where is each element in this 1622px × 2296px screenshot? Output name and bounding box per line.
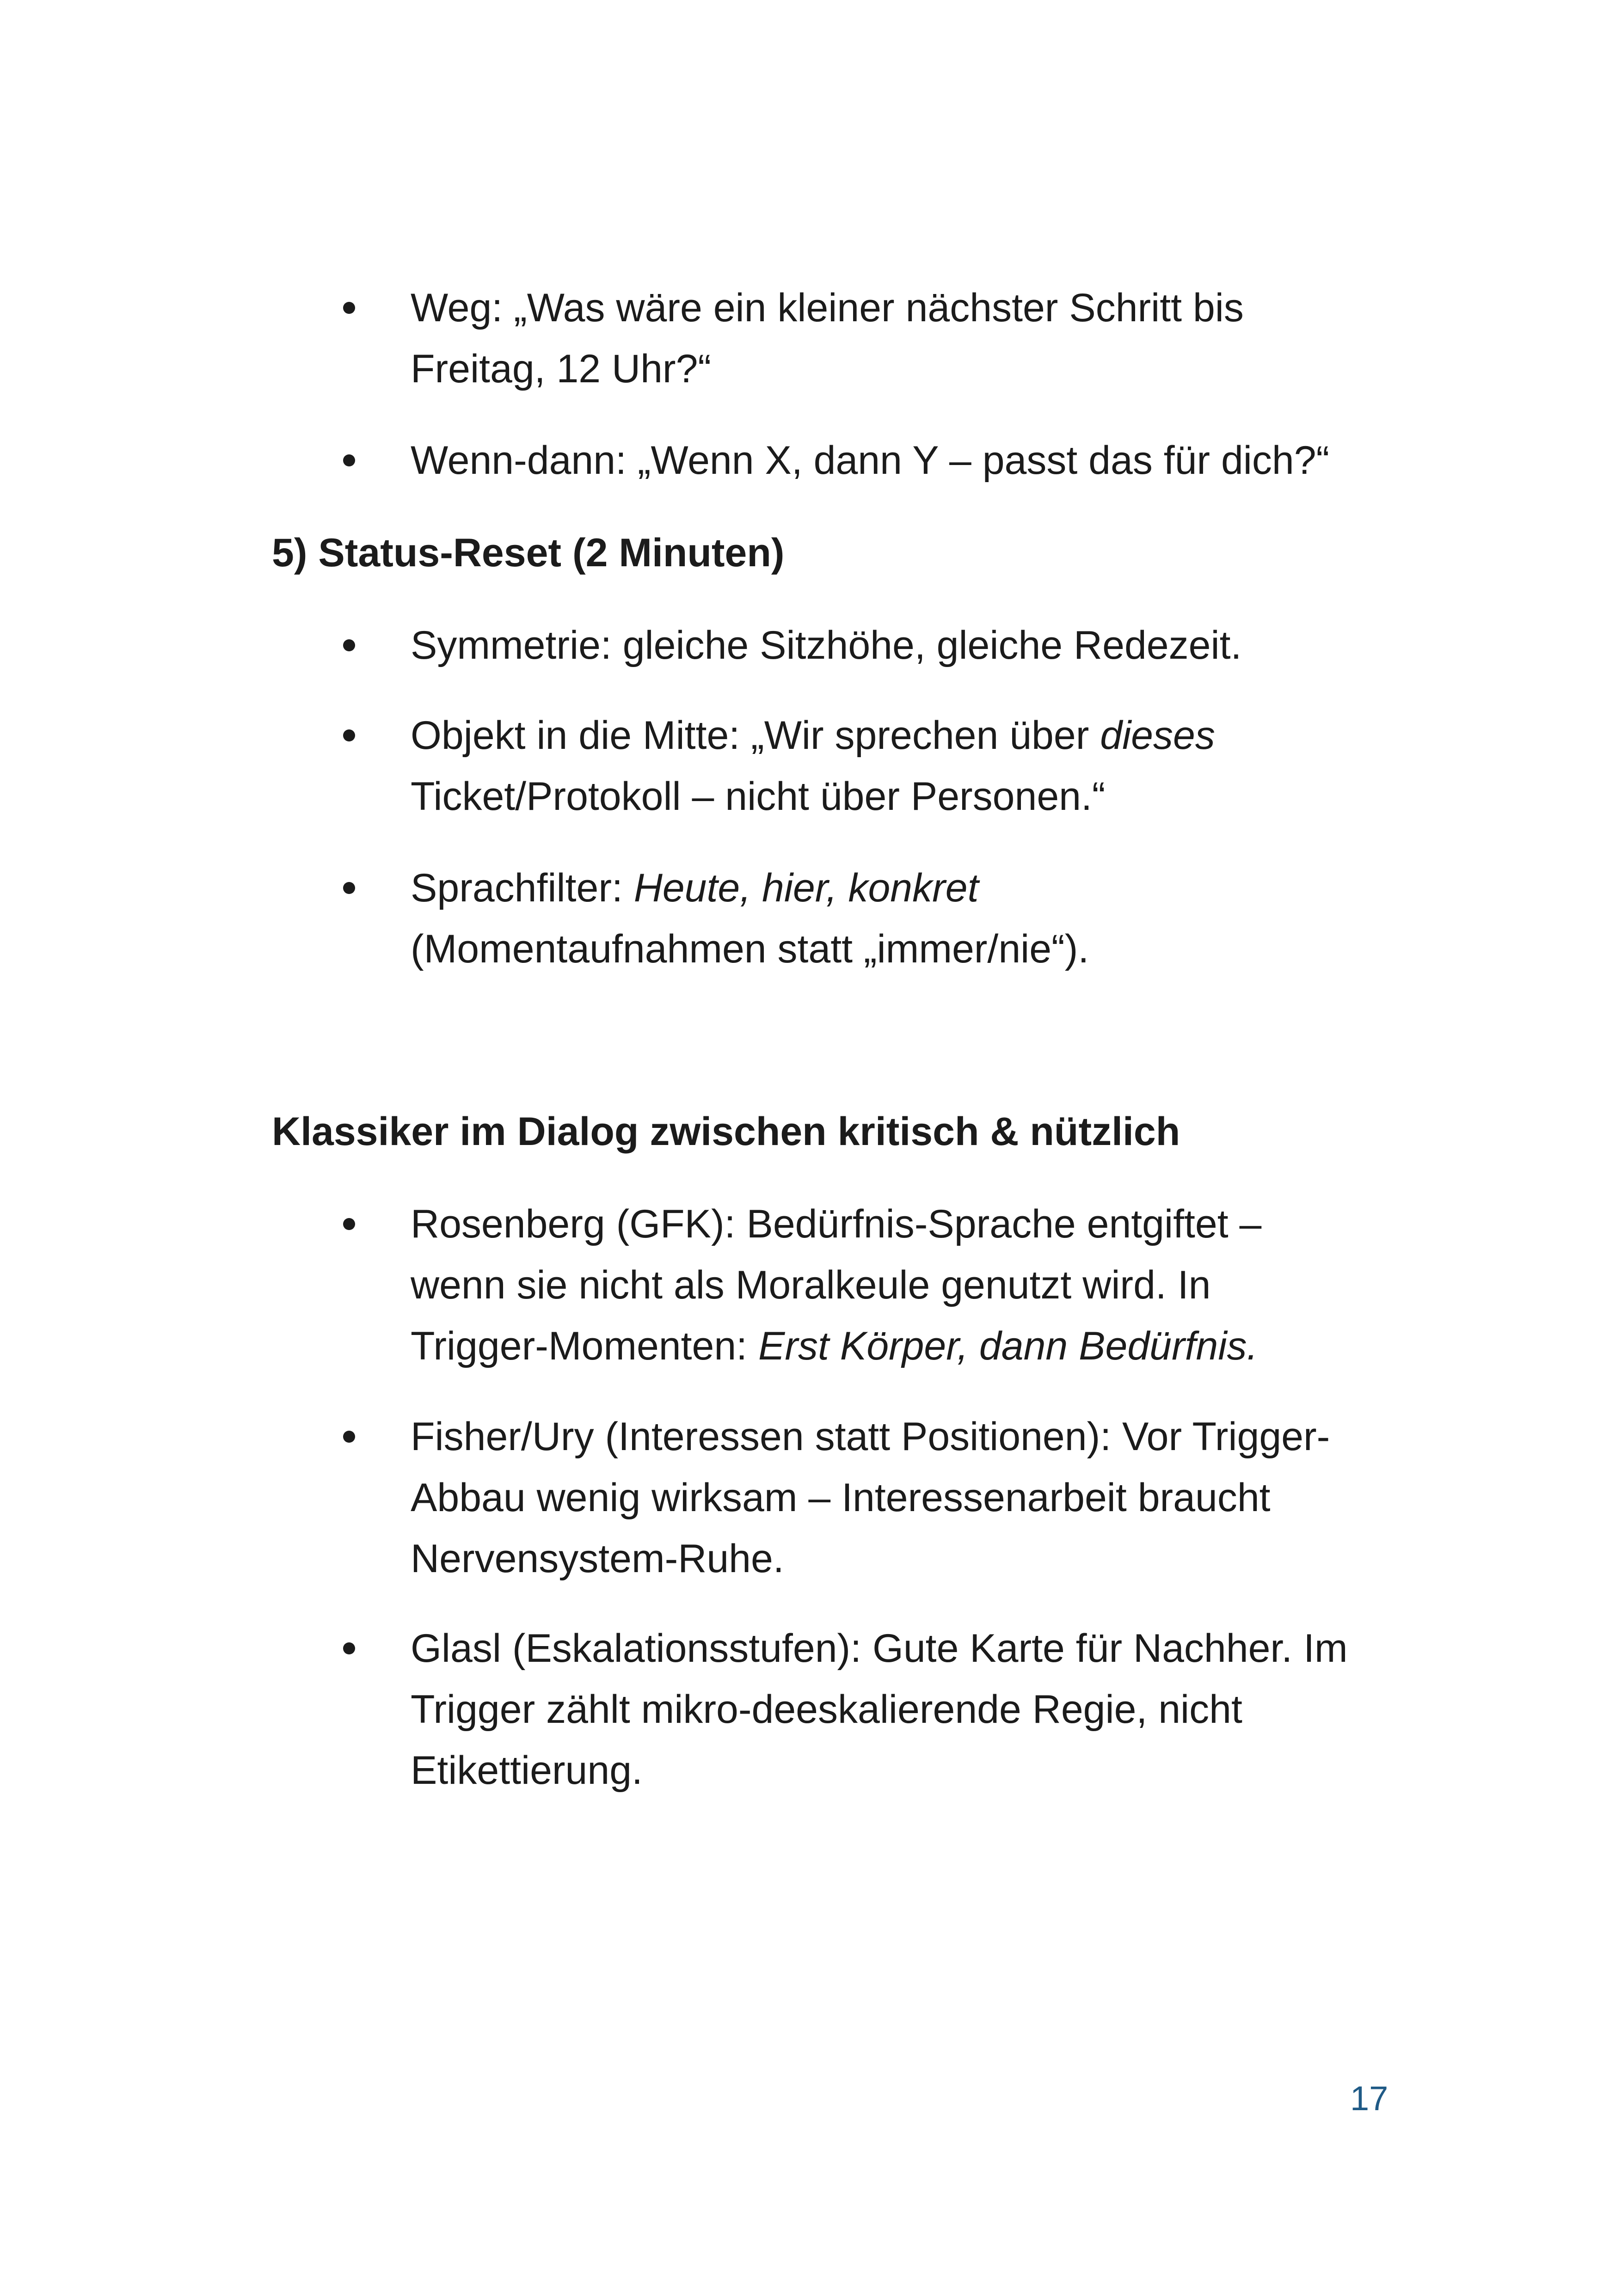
text-line: Etikettierung. [411, 1748, 643, 1793]
text-line: Freitag, 12 Uhr?“ [411, 347, 712, 391]
section-heading-status-reset: 5) Status-Reset (2 Minuten) [272, 531, 785, 575]
emphasis-text: Erst Körper, dann Bedürfnis. [758, 1324, 1258, 1368]
list-item-text [411, 1194, 1446, 1377]
emphasis-text: dieses [1100, 713, 1215, 758]
text-line [411, 1316, 1446, 1377]
text-line: Rosenberg (GFK): Bedürfnis-Sprache entgiftet – [411, 1202, 1262, 1246]
bullet-icon [343, 1218, 355, 1230]
text-line: Glasl (Eskalationsstufen): Gute Karte für Nachher. Im [411, 1626, 1348, 1671]
text-line: Ticket/Protokoll – nicht über Personen.“ [411, 774, 1106, 819]
text-line: Symmetrie: gleiche Sitzhöhe, gleiche Redezeit. [411, 623, 1242, 667]
bullet-icon [343, 729, 355, 741]
bullet-icon [343, 639, 355, 651]
section-heading-klassiker: Klassiker im Dialog zwischen kritisch & nützlich [272, 1109, 1180, 1154]
bullet-icon [343, 454, 355, 466]
text-line: Wenn-dann: „Wenn X, dann Y – passt das für dich?“ [411, 438, 1330, 483]
text-line: Fisher/Ury (Interessen statt Positionen): Vor Trigger- [411, 1414, 1330, 1459]
text-line: Trigger zählt mikro-deeskalierende Regie, nicht [411, 1687, 1242, 1732]
list-item-text [411, 705, 1446, 827]
text-run: Trigger-Momenten: [411, 1324, 758, 1368]
bullet-icon [343, 882, 355, 894]
list-item-text [411, 615, 1446, 676]
list-item-text [411, 1618, 1446, 1801]
list-item-text [411, 857, 1446, 980]
text-run: Objekt in die Mitte: „Wir sprechen über [411, 713, 1100, 758]
text-line: (Momentaufnahmen statt „immer/nie“). [411, 927, 1089, 971]
list-item-text [411, 430, 1446, 491]
page-number: 17 [1350, 2079, 1389, 2118]
text-line: Nervensystem-Ruhe. [411, 1537, 784, 1581]
bullet-icon [343, 302, 355, 314]
text-line: Abbau wenig wirksam – Interessenarbeit braucht [411, 1476, 1271, 1520]
text-line: Weg: „Was wäre ein kleiner nächster Schritt bis [411, 286, 1244, 330]
bullet-icon [343, 1642, 355, 1654]
text-line [411, 705, 1446, 766]
text-line [411, 857, 1446, 918]
text-line: wenn sie nicht als Moralkeule genutzt wird. In [411, 1263, 1211, 1307]
list-item-text [411, 277, 1446, 399]
text-run: Sprachfilter: [411, 866, 634, 910]
emphasis-text: Heute, hier, konkret [633, 866, 979, 910]
bullet-icon [343, 1431, 355, 1443]
list-item-text [411, 1406, 1446, 1589]
